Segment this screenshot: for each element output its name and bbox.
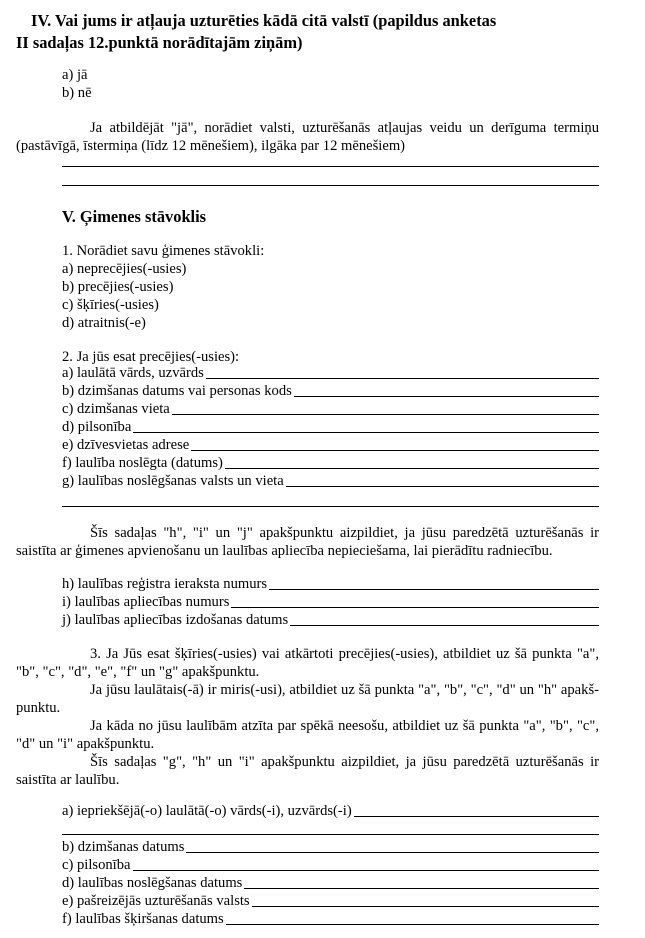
previous-marriage-date-label: d) laulības noslēgšanas datums (62, 874, 243, 891)
previous-spouse-birthdate-input-line[interactable] (186, 852, 599, 853)
spouse-birthplace-input-line[interactable] (172, 414, 599, 415)
option-yes[interactable]: a) jā (62, 67, 88, 83)
marriage-certificate-number-label: i) laulības apliecības numurs (62, 593, 230, 610)
residence-answer-line-1[interactable] (62, 166, 599, 167)
section-5-title: V. Ģimenes stāvoklis (62, 207, 207, 226)
family-reunification-note-line1: Šīs sadaļas "h", "i" un "j" apakšpunktu aizpildiet, ja jūsu paredzētā uzturēšanās ir (90, 525, 599, 541)
spouse-name-label: a) laulātā vārds, uzvārds (62, 364, 204, 381)
marriage-certificate-date-field[interactable] (62, 611, 599, 629)
residence-answer-line-2[interactable] (62, 185, 599, 186)
q3-paragraph-2-line2: punktu. (16, 700, 61, 716)
spouse-citizenship-field[interactable] (62, 418, 599, 436)
marriage-place-input-line[interactable] (286, 486, 599, 487)
marital-option-divorced[interactable]: c) šķīries(-usies) (62, 297, 159, 313)
current-residence-country-label: e) pašreizējās uzturēšanās valsts (62, 892, 250, 909)
marriage-register-number-input-line[interactable] (269, 589, 599, 590)
marriage-certificate-number-input-line[interactable] (231, 607, 599, 608)
q3-paragraph-3-line1: Ja kāda no jūsu laulībām atzīta par spēkā neesošu, atbildiet uz šā punkta "a", "b", "c", (90, 718, 599, 734)
marriage-certificate-date-label: j) laulības apliecības izdošanas datums (62, 611, 289, 628)
spouse-citizenship-label: d) pilsonība (62, 418, 132, 435)
marriage-place-label: g) laulības noslēgšanas valsts un vieta (62, 472, 284, 489)
spouse-address-input-line[interactable] (191, 450, 599, 451)
previous-spouse-name-label: a) iepriekšējā(-o) laulātā(-o) vārds(-i), uzvārds(-i) (62, 802, 352, 819)
marriage-certificate-number-field[interactable] (62, 593, 599, 611)
marital-status-question: 1. Norādiet savu ģimenes stāvokli: (62, 243, 265, 259)
spouse-address-label: e) dzīvesvietas adrese (62, 436, 190, 453)
divorce-date-label: f) laulības šķiršanas datums (62, 910, 224, 927)
previous-spouse-name-field[interactable] (62, 802, 599, 820)
q3-paragraph-4-line1: Šīs sadaļas "g", "h" un "i" apakšpunktu aizpildiet, ja jūsu paredzētā uzturēšanās ir (90, 754, 599, 770)
marital-option-unmarried[interactable]: a) neprecējies(-usies) (62, 261, 187, 277)
spouse-name-field[interactable] (62, 364, 599, 382)
marriage-date-field[interactable] (62, 454, 599, 472)
marital-option-widowed[interactable]: d) atraitnis(-e) (62, 315, 146, 331)
previous-spouse-name-extra-line[interactable] (62, 834, 599, 835)
previous-spouse-citizenship-input-line[interactable] (133, 870, 600, 871)
current-residence-country-input-line[interactable] (252, 906, 599, 907)
spouse-birthdate-label: b) dzimšanas datums vai personas kods (62, 382, 292, 399)
spouse-birthdate-field[interactable] (62, 382, 599, 400)
family-reunification-note-line2: saistīta ar ģimenes apvienošanu un laulības apliecība nepieciešama, lai pierādītu radniecību. (16, 543, 553, 559)
q3-paragraph-1-line1: 3. Ja Jūs esat šķīries(-usies) vai atkārtoti precējies(-usies), atbildiet uz šā punkta "a", (90, 646, 599, 662)
previous-spouse-citizenship-label: c) pilsonība (62, 856, 131, 873)
spouse-birthdate-input-line[interactable] (294, 396, 599, 397)
marriage-date-input-line[interactable] (225, 468, 599, 469)
marriage-register-number-field[interactable] (62, 575, 599, 593)
previous-marriage-date-input-line[interactable] (244, 888, 599, 889)
marriage-certificate-date-input-line[interactable] (290, 625, 599, 626)
q3-paragraph-3-line2: "d" un "i" apakšpunktu. (16, 736, 155, 752)
section-4-title-line1: IV. Vai jums ir atļauja uzturēties kādā citā valstī (papildus anketas (31, 11, 497, 30)
q3-paragraph-4-line2: saistīta ar laulību. (16, 772, 120, 788)
spouse-address-field[interactable] (62, 436, 599, 454)
divorce-date-field[interactable] (62, 910, 599, 928)
divorce-date-input-line[interactable] (226, 924, 599, 925)
spouse-name-input-line[interactable] (206, 378, 599, 379)
marriage-place-field[interactable] (62, 472, 599, 490)
previous-spouse-citizenship-field[interactable] (62, 856, 599, 874)
marital-option-married[interactable]: b) precējies(-usies) (62, 279, 174, 295)
previous-spouse-name-input-line[interactable] (354, 816, 599, 817)
current-residence-country-field[interactable] (62, 892, 599, 910)
previous-marriage-date-field[interactable] (62, 874, 599, 892)
married-question: 2. Ja jūs esat precējies(-usies): (62, 349, 240, 365)
spouse-birthplace-field[interactable] (62, 400, 599, 418)
q3-paragraph-1-line2: "b", "c", "d", "e", "f" un "g" apakšpunktu. (16, 664, 260, 680)
marriage-register-number-label: h) laulības reģistra ieraksta numurs (62, 575, 268, 592)
q3-paragraph-2-line1: Ja jūsu laulātais(-ā) ir miris(-usi), atbildiet uz šā punkta "a", "b", "c", "d" un "h" apakš- (90, 682, 599, 698)
section-4-title-line2: II sadaļas 12.punktā norādītajām ziņām) (16, 33, 303, 52)
previous-spouse-birthdate-label: b) dzimšanas datums (62, 838, 185, 855)
option-no[interactable]: b) nē (62, 85, 92, 101)
spouse-birthplace-label: c) dzimšanas vieta (62, 400, 170, 417)
previous-spouse-birthdate-field[interactable] (62, 838, 599, 856)
spouse-citizenship-input-line[interactable] (133, 432, 599, 433)
marriage-place-extra-line[interactable] (62, 506, 599, 507)
marriage-date-label: f) laulība noslēgta (datums) (62, 454, 223, 471)
residence-instruction-line2: (pastāvīgā, īstermiņa (līdz 12 mēnešiem), ilgāka par 12 mēnešiem) (16, 138, 406, 154)
residence-instruction-line1: Ja atbildējāt "jā", norādiet valsti, uzturēšanās atļaujas veidu un derīguma termiņu (90, 120, 599, 136)
